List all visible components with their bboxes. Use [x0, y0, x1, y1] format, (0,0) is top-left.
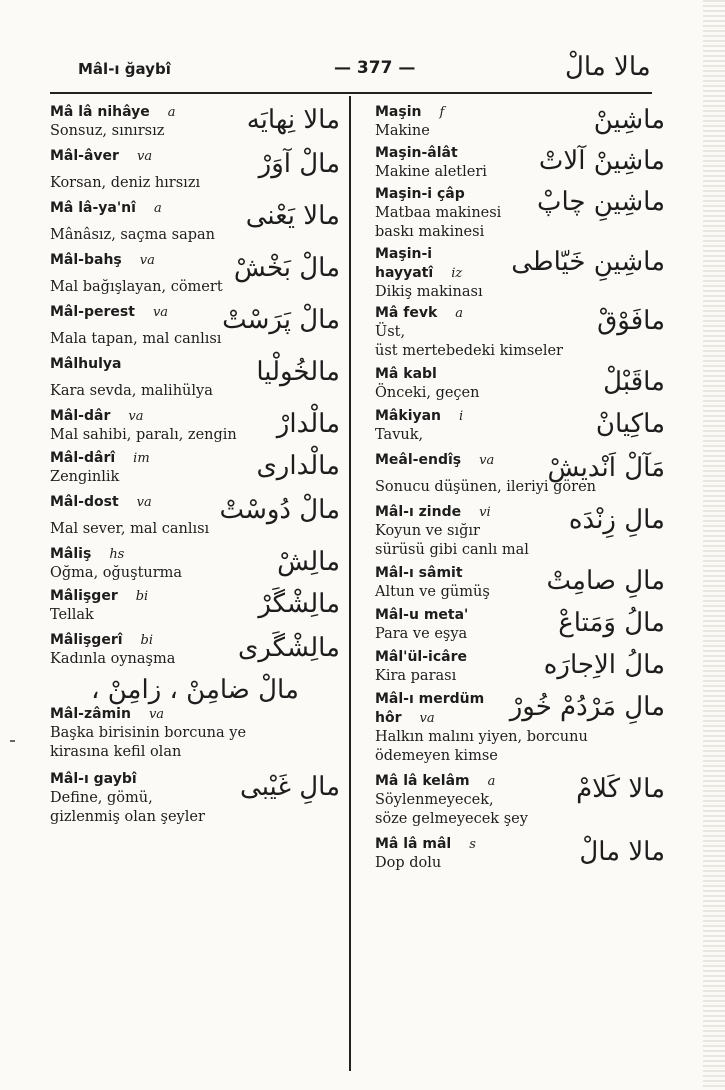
headword-text: Mâ lâ kelâm	[375, 773, 470, 789]
dictionary-entry	[375, 304, 665, 361]
arabic-spelling: مالْ پَرَسْتْ	[222, 305, 340, 335]
definition-line: Söylenmeyecek,	[375, 792, 494, 808]
definition-line: üst mertebedeki kimseler	[375, 343, 563, 359]
headword-text: Meâl-endîş	[375, 452, 462, 468]
definition-line: Oğma, oğuşturma	[50, 565, 183, 581]
definition-line: Altun ve gümüş	[375, 584, 490, 600]
dictionary-entry	[50, 545, 340, 583]
dictionary-entry	[50, 199, 340, 245]
headword-text: Mâl-dârî	[50, 450, 116, 466]
origin-label: a	[153, 201, 162, 216]
arabic-spelling: مالْدارى	[256, 451, 340, 481]
arabic-spelling: مافَوْقْ	[597, 306, 665, 336]
dictionary-entry	[375, 185, 665, 242]
origin-label: va	[136, 495, 152, 510]
headword-text: Mâl-dâr	[50, 408, 111, 424]
headword-text: Mâl-bahş	[50, 252, 122, 268]
dictionary-entry	[375, 648, 665, 686]
headword-text: Mâl-ı merdüm	[375, 691, 485, 707]
arabic-spelling: مالِشْگَرى	[237, 633, 340, 663]
definition-line: sürüsü gibi canlı mal	[375, 542, 529, 558]
running-head-left: Mâl-ı ğaybî	[78, 60, 171, 78]
arabic-spelling: مالا نِهايَه	[246, 105, 340, 135]
dictionary-entry	[375, 365, 665, 403]
page-header	[0, 54, 725, 86]
arabic-spelling: مالِشْگَرْ	[258, 589, 340, 619]
definition-line: söze gelmeyecek şey	[375, 811, 528, 827]
arabic-spelling: مالِ صامِتْ	[546, 566, 665, 596]
arabic-spelling: مالْ دُوسْتْ	[219, 495, 340, 525]
definition-line: Üst,	[375, 324, 406, 340]
dictionary-entry	[375, 772, 665, 829]
dictionary-entry	[50, 449, 340, 487]
headword-text: Mâkiyan	[375, 408, 442, 424]
definition-line: kirasına kefil olan	[50, 744, 182, 760]
headword	[50, 705, 340, 724]
arabic-spelling: مَآلْ اَنْديشْ	[547, 453, 665, 483]
origin-label: vi	[479, 505, 491, 520]
definition-line: Kira parası	[375, 668, 457, 684]
headword-text: Maşin-i	[375, 246, 433, 262]
definition-line: Zenginlik	[50, 469, 120, 485]
origin-label: bi	[135, 589, 149, 604]
origin-label: va	[148, 707, 165, 722]
definition-line: Makine aletleri	[375, 164, 487, 180]
origin-label: a	[455, 306, 464, 321]
origin-label: iz	[451, 266, 463, 281]
definition-line: Dikiş makinası	[375, 284, 483, 300]
headword-text: Mâlişgerî	[50, 632, 123, 648]
dictionary-entry	[375, 451, 665, 497]
dictionary-entry	[375, 103, 665, 141]
headword-text: Mâl-zâmin	[50, 706, 131, 722]
page-number: — 377 —	[334, 58, 416, 78]
origin-label: va	[128, 409, 144, 424]
origin-label: va	[479, 453, 495, 468]
headword-text-continued: hôr	[375, 710, 402, 726]
origin-label: va	[139, 253, 155, 268]
origin-label: va	[136, 149, 153, 164]
arabic-spelling: مالا كَلامْ	[576, 774, 665, 804]
header-rule	[50, 92, 652, 94]
definition-line: gizlenmiş olan şeyler	[50, 809, 205, 825]
headword-text: Mâ lâ nihâye	[50, 104, 150, 120]
definition-line: Tavuk,	[375, 427, 424, 443]
page-edge	[703, 0, 725, 1090]
dictionary-entry	[50, 675, 340, 762]
headword-text: Mâ kabl	[375, 366, 437, 382]
headword-text: Maşin-i çâp	[375, 186, 465, 202]
headword-text: Mâliş	[50, 546, 92, 562]
arabic-spelling: مالْ آوَرْ	[258, 149, 340, 179]
arabic-spelling: ماقَبْلْ	[603, 367, 665, 397]
definition-line: Önceki, geçen	[375, 385, 480, 401]
headword-text: Mâl-perest	[50, 304, 135, 320]
definition-line: Mânâsız, saçma sapan	[50, 227, 215, 243]
running-head-right: مالا مالْ	[565, 52, 651, 82]
arabic-spelling: مالِ مَرْدُمْ خُورْ	[509, 692, 665, 722]
headword-text: Mâ fevk	[375, 305, 438, 321]
headword-text: Mâ lâ-ya'nî	[50, 200, 136, 216]
margin-mark	[10, 740, 15, 742]
definition-line: Makine	[375, 123, 430, 139]
definition-line: Dop dolu	[375, 855, 442, 871]
definition-line: Tellak	[50, 607, 94, 623]
arabic-spelling: مالُ وَمَتاعْ	[558, 608, 665, 638]
definition-line: Para ve eşya	[375, 626, 468, 642]
origin-label: i	[459, 409, 464, 424]
origin-label: va	[152, 305, 169, 320]
arabic-spelling: ماكِيانْ	[595, 409, 665, 439]
arabic-spelling: مالِ زِنْدَه	[568, 505, 665, 535]
origin-label: a	[487, 774, 496, 789]
definition-line: Mal sahibi, paralı, zengin	[50, 427, 237, 443]
definition-line: Başka birisinin borcuna ye	[50, 725, 247, 741]
origin-label: a	[167, 105, 176, 120]
arabic-spelling: مالِشْ	[277, 547, 340, 577]
headword-text: Mâl-ı sâmit	[375, 565, 463, 581]
right-column	[375, 103, 665, 873]
origin-label: f	[439, 105, 445, 120]
headword-text: Mâl-âver	[50, 148, 119, 164]
arabic-spelling: مالُ الاِجارَه	[543, 650, 665, 680]
arabic-spelling: ماشِينِ چاپْ	[536, 187, 665, 217]
dictionary-entry	[375, 835, 665, 873]
definition-line: Koyun ve sığır	[375, 523, 480, 539]
definition-line: Mal sever, mal canlısı	[50, 521, 210, 537]
dictionary-entry	[50, 407, 340, 445]
dictionary-entry	[375, 503, 665, 560]
origin-label: im	[133, 451, 150, 466]
dictionary-entry	[50, 251, 340, 297]
headword-text: Mâlişger	[50, 588, 118, 604]
headword-text: Mâl'ül-icâre	[375, 649, 467, 665]
definition-line: Kara sevda, malihülya	[50, 383, 213, 399]
dictionary-entry	[375, 144, 665, 182]
dictionary-entry	[375, 690, 665, 766]
dictionary-entry	[50, 493, 340, 539]
definition-line: Halkın malını yiyen, borcunu	[375, 729, 588, 745]
arabic-spelling: مالِ غَيْبى	[240, 772, 340, 802]
headword-text: Mâl-ı zinde	[375, 504, 462, 520]
origin-label: va	[419, 711, 435, 726]
definition-line: Mala tapan, mal canlısı	[50, 331, 222, 347]
dictionary-entry	[50, 303, 340, 349]
definition-line: Kadınla oynaşma	[50, 651, 176, 667]
dictionary-entry	[50, 147, 340, 193]
arabic-spelling: مالخُولْيا	[256, 357, 340, 387]
definition-line: Korsan, deniz hırsızı	[50, 175, 201, 191]
dictionary-entry	[50, 587, 340, 625]
dictionary-entry	[50, 631, 340, 669]
arabic-spelling: مالْدارْ	[276, 409, 340, 439]
headword-text: Maşin	[375, 104, 422, 120]
arabic-spelling: مالْ بَخْشْ	[233, 253, 340, 283]
dictionary-entry	[375, 245, 665, 302]
headword-text: Mâl-dost	[50, 494, 119, 510]
definition-line: Matbaa makinesi	[375, 205, 502, 221]
definition-line: baskı makinesi	[375, 224, 485, 240]
origin-label: s	[469, 837, 476, 852]
dictionary-entry	[375, 407, 665, 445]
headword-text: Mâl-u meta'	[375, 607, 469, 623]
definition-line: Sonsuz, sınırsız	[50, 123, 165, 139]
headword-text: Mâ lâ mâl	[375, 836, 452, 852]
definition-line: Sonucu düşünen, ileriyi gören	[375, 479, 597, 495]
dictionary-entry	[50, 770, 340, 827]
origin-label: bi	[140, 633, 154, 648]
arabic-spelling: ماشِينْ	[593, 105, 665, 135]
headword-text: Mâlhulya	[50, 356, 122, 372]
arabic-spelling: مالا يَعْنى	[245, 201, 340, 231]
dictionary-entry	[375, 564, 665, 602]
headword-text-continued: hayyatî	[375, 265, 434, 281]
dictionary-entry	[50, 355, 340, 401]
column-divider	[349, 96, 351, 1071]
definition-line: Define, gömü,	[50, 790, 153, 806]
dictionary-entry	[375, 606, 665, 644]
headword-text: Maşin-âlât	[375, 145, 458, 161]
arabic-spelling: مالا مالْ	[579, 837, 665, 867]
arabic-spelling: ماشِينْ آلاتْ	[538, 146, 665, 176]
headword-text: Mâl-ı gaybî	[50, 771, 137, 787]
definition-line: ödemeyen kimse	[375, 748, 498, 764]
definition-line: Mal bağışlayan, cömert	[50, 279, 223, 295]
arabic-spelling: مالْ ضامِنْ ، زامِنْ ،	[91, 675, 299, 705]
arabic-spelling: ماشِينِ خَيّاطى	[511, 247, 665, 277]
origin-label: hs	[109, 547, 125, 562]
left-column	[50, 103, 340, 827]
dictionary-entry	[50, 103, 340, 141]
